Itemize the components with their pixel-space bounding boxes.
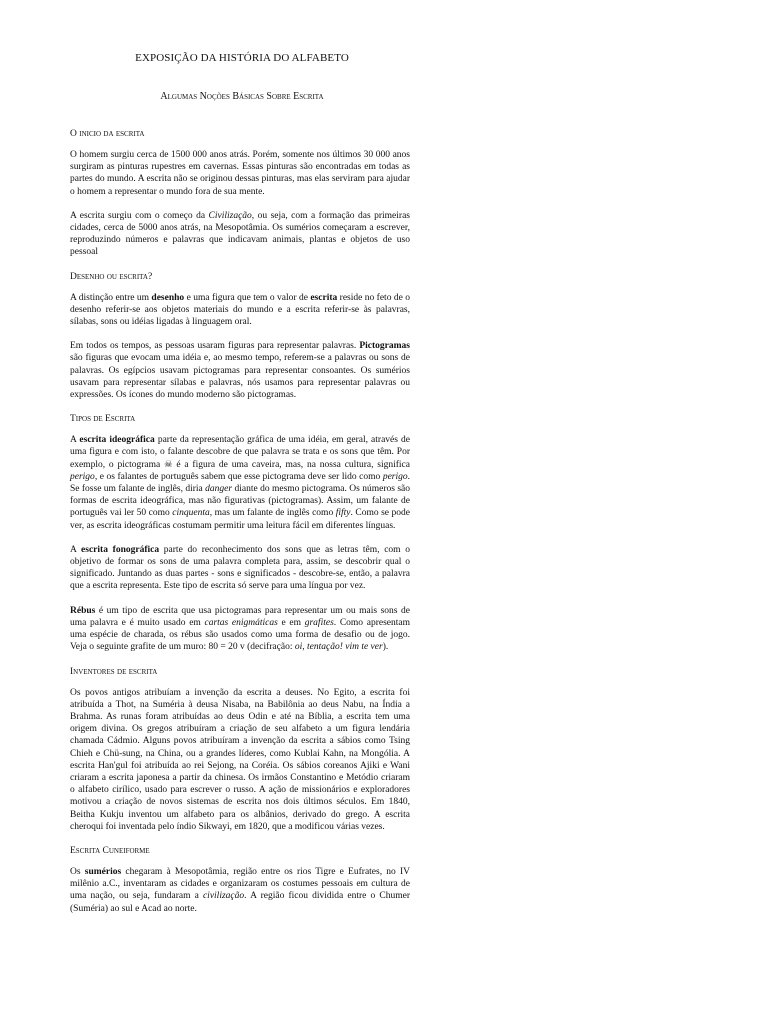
- section-heading: Inventores de escrita: [70, 666, 158, 677]
- italic-term: cinquenta: [172, 508, 210, 519]
- bold-term: Rébus: [70, 605, 96, 616]
- italic-term: Civilização: [208, 210, 252, 221]
- bold-term: escrita: [310, 292, 338, 303]
- paragraph: [70, 434, 410, 532]
- text-run: . Como apresentam uma espécie de charada, os rébus são usados como uma forma de desafio ou de jogo. Veja o seguinte grafite de um muro: 80 = 20 v (decifração:: [70, 617, 410, 653]
- bold-term: escrita ideográfica: [79, 435, 155, 446]
- text-run: , mas um falante de inglês como: [209, 508, 336, 519]
- text-run: parte do reconhecimento dos sons que as letras têm, com o objetivo de formar os sons de uma palavra completa para, assim, se descobrir qual o significado. Juntando as duas partes - sons e significados - descobre-se, então, a palavra que a escrita representa. Este tipo de escrita só serve para uma língua por vez.: [70, 544, 410, 592]
- bold-term: desenho: [151, 292, 185, 303]
- sections-container: [70, 128, 410, 915]
- text-run: . Se fosse um falante de inglês, diria: [70, 471, 410, 495]
- text-run: reside no feto de o desenho referir-se aos objetos materiais do mundo e a escrita referir-se às palavras, sílabas, sons ou idéias ligadas à linguagem oral.: [70, 292, 410, 328]
- text-run: A escrita surgiu com o começo da: [70, 210, 209, 221]
- section: [70, 845, 410, 915]
- document-title: EXPOSIÇÃO DA HISTÓRIA DO ALFABETO: [135, 52, 349, 64]
- paragraph: [70, 292, 410, 329]
- text-run: e em: [277, 617, 305, 628]
- section-heading: Tipos de Escrita: [70, 414, 136, 425]
- bold-term: escrita fonográfica: [81, 544, 160, 555]
- section: [70, 128, 410, 259]
- text-run: é um tipo de escrita que usa pictogramas para representar um ou mais sons de uma palavra e é muito usado em: [70, 605, 410, 628]
- italic-term: perigo: [382, 471, 408, 482]
- section: [70, 413, 410, 653]
- paragraph: [70, 687, 410, 833]
- italic-term: cartas enigmáticas: [204, 617, 278, 628]
- italic-term: grafites: [304, 617, 334, 628]
- paragraph: [70, 149, 410, 198]
- text-run: A distinção entre um: [70, 292, 152, 303]
- text-run: chegaram à Mesopotâmia, região entre os rios Tigre e Eufrates, no IV milênio a.C., inventaram as cidades e organizaram os costumes pessoais em cultura de uma nação, ou seja, fundaram a: [70, 866, 410, 902]
- text-run: , e os falantes de português sabem que esse pictograma deve ser lido como: [94, 471, 383, 482]
- text-run: , ou seja, com a formação das primeiras cidades, cerca de 5000 anos atrás, na Mesopotâmia. Os sumérios começaram a escrever, reproduzindo números e palavras que indicavam animais, plantas e objetos de uso pessoal: [70, 210, 410, 258]
- italic-term: civilização: [202, 891, 245, 902]
- section-heading: Desenho ou escrita?: [70, 271, 153, 282]
- bold-term: Pictogramas: [359, 341, 410, 352]
- text-run: . A região ficou dividida entre o Chumer (Suméria) ao sul e Acad ao norte.: [70, 891, 410, 914]
- section-heading: O inicio da escrita: [70, 129, 145, 139]
- paragraph: [70, 340, 410, 401]
- italic-term: danger: [205, 484, 233, 495]
- paragraph: [70, 605, 410, 654]
- bold-term: sumérios: [84, 866, 122, 877]
- document-body: [70, 52, 410, 927]
- text-run: Os povos antigos atribuíam a invenção da escrita a deuses. No Egito, a escrita foi atribuída a Thot, na Suméria à deusa Nisaba, na Babilônia ao deus Nabu, na Índia a Brahma. As runas foram atribuídas ao deus Odin e até na Bíblia, a escrita tem uma origem divina. Os gregos atribuíram a criação de seu alfabeto a um figura lendária chamada Cádmio. Alguns povos atribuíram a invenção da escrita a sábios como Tsing Chieh e Chü-sung, na China, ou a grandes líderes, como Kublai Kahn, na Mongólia. A escrita Han'gul foi atribuída ao rei Sejong, na Coréia. Os sábios coreanos Ajiki e Wani criaram a escrita japonesa a partir da chinesa. Os irmãos Constantino e Metódio criaram o alfabeto cirílico, usado para escrever o russo. A ação de missionários e exploradores motivou a criação de novos sistemas de escrita nos dois últimos séculos. Em 1840, Beitha Kukju inventou um alfabeto para os albânios, derivado do grego. A escrita cheroqui foi inventada pelo índio Sikwayi, em 1820, que a modificou várias vezes.: [70, 687, 410, 832]
- text-run: O homem surgiu cerca de 1500 000 anos atrás. Porém, somente nos últimos 30 000 anos surgiram as pinturas rupestres em cavernas. Essas pinturas são encontradas em todas as partes do mundo. A escrita não se originou dessas pinturas, mas elas serviram para ajudar o homem a representar o mundo fora de sua mente.: [70, 150, 410, 197]
- text-run: . Como se pode ver, as escrita ideográficas costumam permitir uma leitura fácil em diferentes línguas.: [70, 508, 410, 531]
- italic-term: perigo: [70, 471, 95, 482]
- text-run: ).: [382, 642, 389, 653]
- paragraph: [70, 210, 410, 259]
- text-run: diante do mesmo pictograma. Os números são formas de escrita ideográfica, mas não figurativas (pictogramas). Assim, um falante de português vai ler 50 como: [70, 484, 411, 519]
- section: [70, 271, 410, 402]
- section: [70, 666, 410, 833]
- text-run: são figuras que evocam uma idéia e, ao mesmo tempo, referem-se a palavras ou sons de palavras. Os egípcios usavam pictogramas para representar consoantes. Os sumérios usavam para representar sílabas e palavras, nós usamos para representar palavras ou expressões. Os ícones do mundo moderno são pictogramas.: [70, 353, 410, 401]
- text-run: Em todos os tempos, as pessoas usaram figuras para representar palavras.: [70, 341, 360, 352]
- text-run: Os: [70, 866, 85, 877]
- text-run: A: [70, 544, 82, 555]
- paragraph: [70, 866, 410, 915]
- paragraph: [70, 544, 410, 593]
- italic-term: oi, tentação! vim te ver: [294, 642, 383, 653]
- italic-term: fifty: [335, 508, 351, 519]
- text-run: e uma figura que tem o valor de: [184, 292, 311, 303]
- section-heading: Escrita Cuneiforme: [70, 845, 150, 856]
- document-subtitle: Algumas Noções Básicas Sobre Escrita: [160, 91, 324, 102]
- text-run: A: [70, 435, 80, 446]
- text-run: parte da representação gráfica de uma idéia, em geral, através de uma figura e com isto, o falante descobre de que palavra se trata e os sons que têm. Por exemplo, o pictograma ☠ é a figura de uma caveira, mas, na nossa cultura, significa: [70, 435, 410, 470]
